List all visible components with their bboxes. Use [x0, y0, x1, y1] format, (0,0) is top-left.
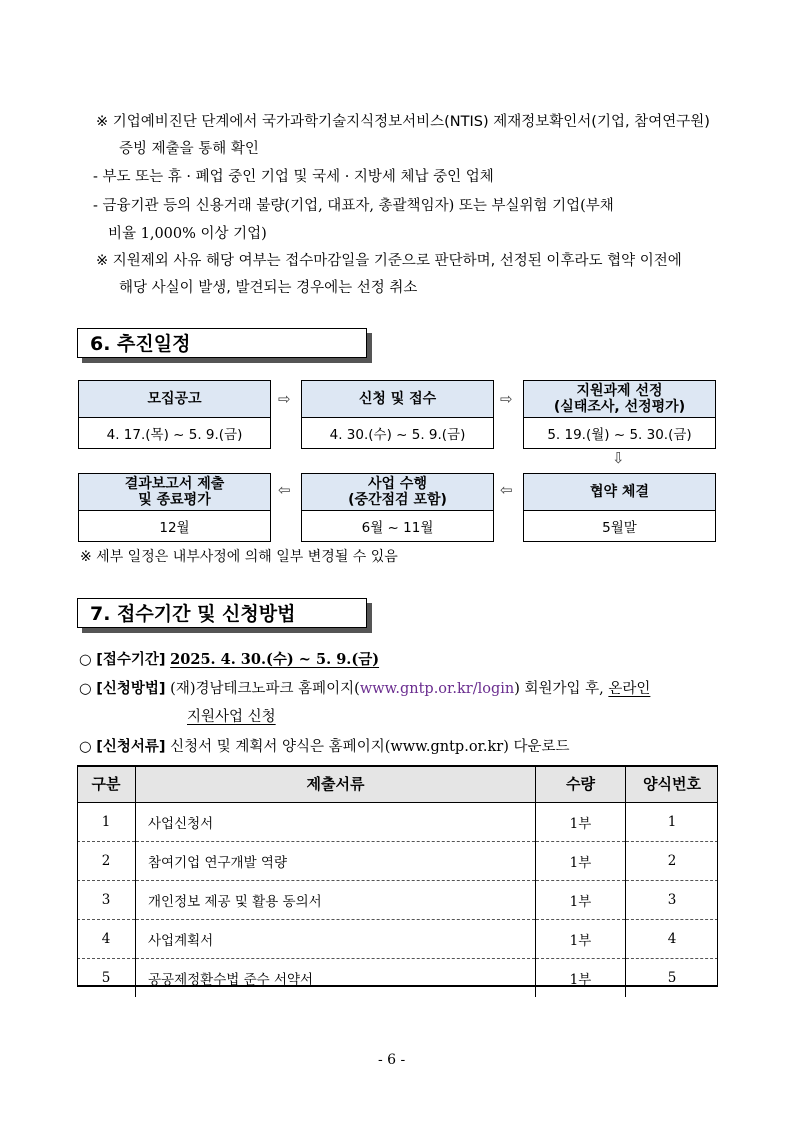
documents-line — [79, 735, 570, 756]
note-ntis-line2: 증빙 제출을 통해 확인 — [119, 141, 259, 157]
arrow-left-icon: ⇦ — [500, 481, 513, 499]
header-category: 구분 — [77, 765, 136, 803]
documents-label: [신청서류] — [96, 739, 166, 755]
cell-qty: 1부 — [536, 920, 626, 959]
step-title — [79, 474, 270, 511]
cell-no: 1 — [77, 803, 136, 842]
step-title — [524, 381, 715, 418]
step-title-line1: 결과보고서 제출 — [124, 476, 225, 492]
schedule-step-final-report — [78, 473, 271, 542]
note-ntis-line1: ※ 기업예비진단 단계에서 국가과학기술지식정보서비스(NTIS) 제재정보확인서(기업, 참여연구원) — [96, 114, 710, 130]
header-quantity: 수량 — [536, 765, 626, 803]
arrow-right-icon: ⇨ — [278, 390, 291, 408]
cell-doc: 개인정보 제공 및 활용 동의서 — [136, 881, 536, 920]
documents-table — [77, 765, 718, 997]
note-exclusion-line1: ※ 지원제외 사유 해당 여부는 접수마감일을 기준으로 판단하며, 선정된 이후라도 협약 이전에 — [96, 253, 682, 269]
cell-form: 2 — [626, 842, 719, 881]
step-date: 5. 19.(월) ~ 5. 30.(금) — [547, 427, 692, 443]
exclusion-credit-line2: 비율 1,000% 이상 기업) — [108, 226, 267, 242]
method-url-link[interactable]: www.gntp.or.kr/login — [359, 681, 515, 697]
period-label: [접수기간] — [96, 652, 166, 668]
period-value: 2025. 4. 30.(수) ~ 5. 9.(금) — [170, 651, 380, 668]
table-header-row — [77, 765, 718, 803]
note-exclusion-line2: 해당 사실이 발생, 발견되는 경우에는 선정 취소 — [119, 280, 418, 296]
cell-doc: 사업신청서 — [136, 803, 536, 842]
method-line — [79, 677, 650, 698]
section-6-title: 6. 추진일정 — [77, 328, 367, 358]
table-row — [77, 959, 718, 998]
step-title-line2: 및 종료평가 — [138, 492, 211, 508]
step-title: 협약 체결 — [524, 474, 715, 511]
step-title-line2: (실태조사, 선정평가) — [553, 399, 686, 415]
step-title — [302, 474, 493, 511]
cell-form: 1 — [626, 803, 719, 842]
table-row — [77, 842, 718, 881]
period-line — [79, 648, 379, 669]
cell-qty: 1부 — [536, 842, 626, 881]
cell-qty: 1부 — [536, 881, 626, 920]
cell-no: 4 — [77, 920, 136, 959]
page-number: - 6 - — [378, 1052, 406, 1068]
cell-qty: 1부 — [536, 959, 626, 998]
cell-qty: 1부 — [536, 803, 626, 842]
cell-form: 4 — [626, 920, 719, 959]
bullet: ○ — [79, 652, 92, 668]
header-documents: 제출서류 — [136, 765, 536, 803]
schedule-step-execution — [301, 473, 494, 542]
schedule-step-selection — [523, 380, 716, 449]
bullet: ○ — [79, 739, 92, 755]
schedule-step-application — [301, 380, 494, 449]
schedule-step-announcement — [78, 380, 271, 449]
cell-no: 2 — [77, 842, 136, 881]
step-date: 4. 17.(목) ~ 5. 9.(금) — [106, 427, 243, 443]
arrow-right-icon: ⇨ — [500, 390, 513, 408]
step-title-line1: 지원과제 선정 — [576, 383, 663, 399]
cell-no: 3 — [77, 881, 136, 920]
table-row — [77, 881, 718, 920]
step-title: 신청 및 접수 — [302, 381, 493, 418]
exclusion-credit-line1: - 금융기관 등의 신용거래 불량(기업, 대표자, 총괄책임자) 또는 부실위험 기업(부채 — [93, 198, 614, 214]
cell-form: 3 — [626, 881, 719, 920]
section-7-title: 7. 접수기간 및 신청방법 — [77, 598, 367, 628]
step-date: 6월 ~ 11월 — [361, 520, 434, 536]
step-title-line2: (중간점검 포함) — [348, 492, 447, 508]
schedule-step-agreement — [523, 473, 716, 542]
method-text-mid: ) 회원가입 후, — [514, 681, 609, 697]
header-form-number: 양식번호 — [626, 765, 719, 803]
cell-form: 5 — [626, 959, 719, 998]
method-online: 온라인 — [608, 681, 651, 697]
step-title: 모집공고 — [79, 381, 270, 418]
cell-doc: 공공제정환수법 준수 서약서 — [136, 959, 536, 998]
step-title-line1: 사업 수행 — [368, 476, 427, 492]
table-row — [77, 920, 718, 959]
cell-doc: 사업계획서 — [136, 920, 536, 959]
cell-doc: 참여기업 연구개발 역량 — [136, 842, 536, 881]
table-row — [77, 803, 718, 842]
step-date: 4. 30.(수) ~ 5. 9.(금) — [329, 427, 466, 443]
method-label: [신청방법] — [96, 681, 166, 697]
step-date: 12월 — [159, 520, 190, 536]
method-text-pre: (재)경남테크노파크 홈페이지( — [170, 681, 360, 697]
arrow-down-icon: ⇩ — [612, 449, 625, 467]
schedule-note: ※ 세부 일정은 내부사정에 의해 일부 변경될 수 있음 — [80, 549, 398, 565]
exclusion-bankrupt: - 부도 또는 휴 · 폐업 중인 기업 및 국세 · 지방세 체납 중인 업체 — [93, 169, 494, 185]
method-online-apply: 지원사업 신청 — [187, 709, 276, 725]
bullet: ○ — [79, 681, 92, 697]
step-date: 5월말 — [602, 520, 637, 536]
arrow-left-icon: ⇦ — [278, 481, 291, 499]
cell-no: 5 — [101, 970, 111, 986]
documents-text: 신청서 및 계획서 양식은 홈페이지(www.gntp.or.kr) 다운로드 — [170, 739, 570, 755]
